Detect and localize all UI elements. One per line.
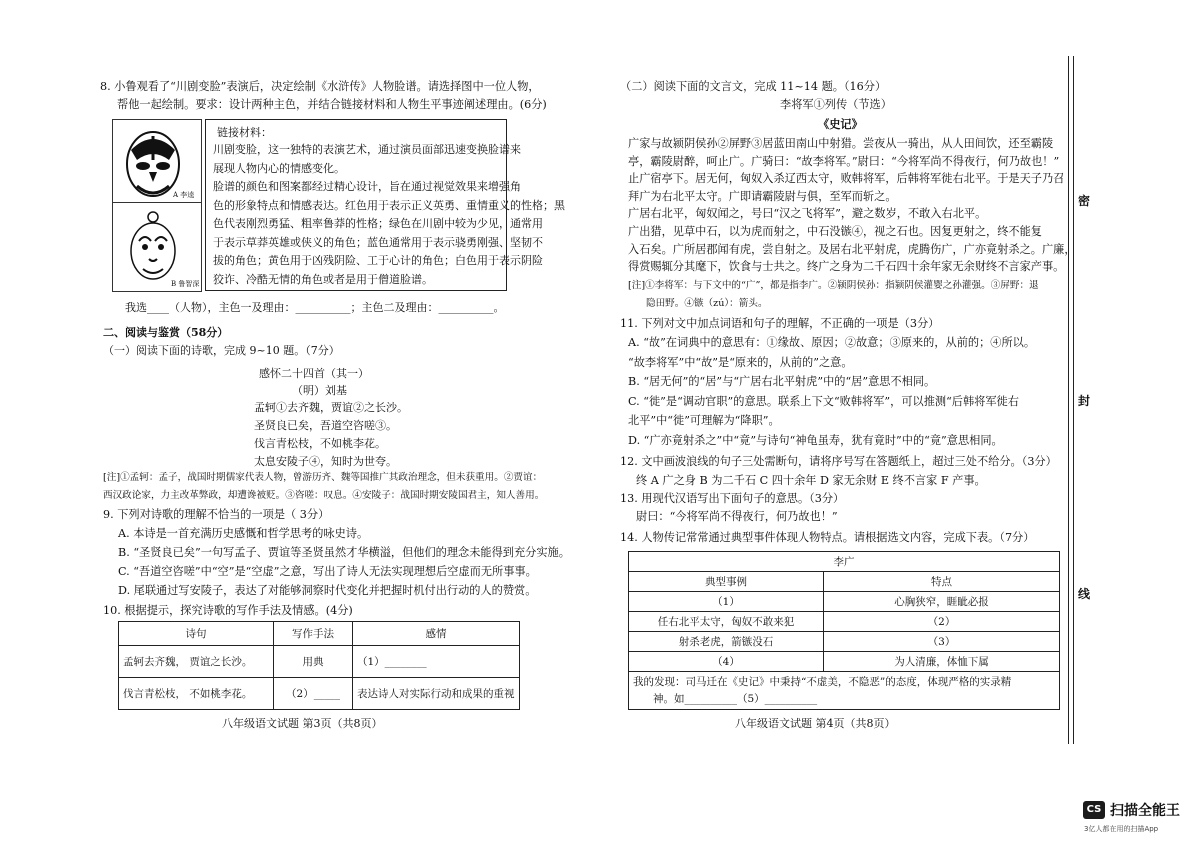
poem-line: 孟轲①去齐魏，贾谊②之长沙。 <box>254 401 408 414</box>
mask-image-a <box>112 119 202 204</box>
material-line: 色的形象特点和情感表达。红色用于表示正义英勇、重情重义的性格；黑 <box>213 198 565 212</box>
material-title: 链接材料： <box>217 126 272 139</box>
q12-sentence: 终 A 广之身 B 为二千石 C 四十余年 D 家无余财 E 终不言家 F 产事。 <box>636 474 986 487</box>
left-footer: 八年级语文试题 第3页（共8页） <box>222 717 383 730</box>
material-line: 拔的角色；黄色用于凶残阴险、工于心计的角色；白色用于表示阴险 <box>213 254 543 267</box>
q14-header-case: 典型事例 <box>629 572 824 592</box>
q14-header-trait: 特点 <box>824 572 1060 592</box>
binding-line-left <box>1068 56 1069 744</box>
q10-header-technique: 写作手法 <box>274 622 353 646</box>
passage-line: 入石矣。广所居郡闻有虎，尝自射之。及居右北平射虎，虎腾伤广，广亦竟射杀之。广廉， <box>628 242 1076 256</box>
passage-line: 得赏赐辄分其麾下，饮食与士共之。终广之身为二千石四十余年家无余财终不言家产事。 <box>628 260 1065 274</box>
q10-stem: 10. 根据提示，探究诗歌的写作手法及情感。(4分) <box>103 604 353 617</box>
q11-stem: 11. 下列对文中加点词语和句子的理解，不正确的一项是（3分） <box>620 317 940 330</box>
binding-char-line: 线 <box>1078 587 1091 601</box>
q9-stem: 9. 下列对诗歌的理解不恰当的一项是（ 3分） <box>103 508 330 521</box>
material-line: 狡诈、冷酷无情的角色或者是用于僧道脸谱。 <box>213 272 433 286</box>
section2-title: 二、阅读与鉴赏（58分） <box>103 326 229 339</box>
img-label-b: B 鲁智深 <box>171 280 200 288</box>
poem-line: 圣贤良已矣，吾道空咨嗟③。 <box>254 419 397 432</box>
text-note-1: [注]①李将军：与下文中的“广”，都是指李广。②颍阴侯孙：指颍阴侯灌婴之孙灌强。③屏野：退 <box>628 280 1039 291</box>
q10-table <box>118 621 520 710</box>
part2-title: （二）阅读下面的文言文，完成 11~14 题。（16分） <box>620 80 887 93</box>
material-line: 于表示草莽英雄或侠义的角色；蓝色通常用于表示骁勇刚强、坚韧不 <box>213 235 543 249</box>
q14-cell: 心胸狭窄，睚眦必报 <box>824 592 1060 612</box>
q14-table <box>628 551 1060 710</box>
part1-title: （一）阅读下面的诗歌，完成 9~10 题。（7分） <box>103 344 340 357</box>
camscanner-tagline: 3亿人都在用的扫描App <box>1084 825 1159 833</box>
passage-line: 亭，霸陵尉醉，呵止广。广骑曰：“故李将军。”尉曰：“今将军尚不得夜行，何乃故也！” <box>628 154 1060 168</box>
q8-line1: 8. 小鲁观看了“川剧变脸”表演后，决定绘制《水浒传》人物脸谱。请选择图中一位人物， <box>100 80 540 93</box>
q14-discovery: 我的发现：司马迁在《史记》中秉持“不虚美，不隐恶”的态度，体现严格的实录精 <box>633 676 1012 688</box>
passage-line: 止广宿亭下。居无何，匈奴入杀辽西太守，败韩将军，后韩将军徙右北平。于是天子乃召 <box>628 172 1065 186</box>
material-line: 脸谱的颜色和图案都经过精心设计，旨在通过视觉效果来增强角 <box>213 180 521 193</box>
q8-answer-line: 我选____（人物），主色一及理由：__________；主色二及理由：__________。 <box>125 301 505 314</box>
passage-line: 拜广为右北平太守。广即请霸陵尉与俱，至军而斩之。 <box>628 189 897 203</box>
q14-table-title: 李广 <box>629 552 1060 572</box>
q11-option: B. “居无何”的“居”与“广居右北平射虎”中的“居”意思不相同。 <box>628 375 936 388</box>
q9-option: A. 本诗是一首充满历史感慨和哲学思考的咏史诗。 <box>118 527 369 540</box>
q10-cell: 伐言青松枝， 不如桃李花。 <box>119 678 274 710</box>
material-line: 川剧变脸，这一独特的表演艺术，通过演员面部迅速变换脸谱来 <box>213 143 521 156</box>
material-line: 展现人物内心的情感变化。 <box>213 161 345 175</box>
camscanner-name: 扫描全能王 <box>1110 803 1180 819</box>
q14-cell: 任右北平太守，匈奴不敢来犯 <box>629 612 824 632</box>
q10-header-emotion: 感情 <box>353 622 520 646</box>
q9-option: B. “圣贤良已矣”一句写孟子、贾谊等圣贤虽然才华横溢，但他们的理念未能得到充分实施。 <box>118 546 570 559</box>
text-note-2: 隐田野。④镞（zú）：箭头。 <box>646 298 768 309</box>
passage-line: 广居右北平，匈奴闻之，号曰“汉之飞将军”，避之数岁，不敢入右北平。 <box>628 207 987 221</box>
poem-line: 伐言青松枝，不如桃李花。 <box>254 437 386 450</box>
q11-option: C. “徙”是“调动官职”的意思。联系上下文“败韩将军”，可以推测“后韩将军徙右 <box>628 394 1019 408</box>
q14-discovery-2: 神。如__________（5）__________ <box>653 693 818 705</box>
camscanner-logo-icon: CS <box>1083 801 1105 819</box>
q9-option: C. “吾道空咨嗟”中“空”是“空虚”之意，写出了诗人无法实现理想后空虚而无所事事。 <box>118 565 537 578</box>
q10-header-verse: 诗句 <box>119 622 274 646</box>
q14-stem: 14. 人物传记常常通过典型事件体现人物特点。请根据选文内容，完成下表。（7分） <box>620 531 1035 544</box>
poem-note-1: [注]①孟轲：孟子，战国时期儒家代表人物，曾游历齐、魏等国推广其政治理念，但未获重用。②贾谊： <box>103 472 543 483</box>
text-title: 李将军①列传（节选） <box>780 98 892 111</box>
q14-cell: 为人清廉，体恤下属 <box>824 652 1060 672</box>
q14-cell[interactable]: （3） <box>824 632 1060 652</box>
q12-stem: 12. 文中画波浪线的句子三处需断句，请将序号写在答题纸上，超过三处不给分。（3分） <box>620 455 1057 468</box>
q10-cell: 孟轲去齐魏， 贾谊之长沙。 <box>119 646 274 678</box>
q13-stem: 13. 用现代汉语写出下面句子的意思。（3分） <box>620 492 845 505</box>
passage-line: 广家与故颍阴侯孙②屏野③居蓝田南山中射猎。尝夜从一骑出，从人田间饮，还至霸陵 <box>628 137 1054 150</box>
q14-cell[interactable]: （1） <box>629 592 824 612</box>
right-footer: 八年级语文试题 第4页（共8页） <box>735 717 896 730</box>
binding-char-seal: 密 <box>1078 194 1091 208</box>
q14-discovery-cell[interactable] <box>629 672 1060 710</box>
q9-option: D. 尾联通过写安陵子，表达了对能够洞察时代变化并把握时机付出行动的人的赞赏。 <box>118 584 537 597</box>
material-line: 色代表刚烈勇猛、粗率鲁莽的性格；绿色在川剧中较为少见，通常用 <box>213 217 543 230</box>
q10-cell: 表达诗人对实际行动和成果的重视 <box>353 678 520 710</box>
mask-image-b <box>112 202 202 292</box>
q11-option: A. “故”在词典中的意思有：①缘故、原因；②故意；③原来的，从前的；④所以。 <box>628 336 1036 349</box>
poem-author: （明）刘基 <box>292 384 347 397</box>
q11-option: 北平”中“徙”可理解为“降职”。 <box>628 414 780 427</box>
q11-option: D. “广亦竟射杀之”中“竟”与诗句“神龟虽寿，犹有竟时”中的“竟”意思相同。 <box>628 433 1003 447</box>
q11-option: “故李将军”中“故”是“原来的，从前的”之意。 <box>628 355 853 369</box>
q10-cell: 用典 <box>274 646 353 678</box>
poem-note-2: 西汉政论家，力主改革弊政，却遭谗被贬。③咨嗟：叹息。④安陵子：战国时期安陵国君主，知人善用。 <box>103 490 545 501</box>
binding-line-right <box>1073 56 1074 744</box>
q13-sentence: 尉曰：“今将军尚不得夜行，何乃故也！” <box>636 510 838 523</box>
text-source: 《史记》 <box>818 117 863 131</box>
binding-char-fold: 封 <box>1078 394 1091 408</box>
passage-line: 广出猎，见草中石，以为虎而射之，中石没镞④，视之石也。因复更射之，终不能复 <box>628 225 1042 238</box>
poem-line: 太息安陵子④，知时为世夸。 <box>254 455 397 468</box>
q14-cell[interactable]: （2） <box>824 612 1060 632</box>
q8-line2: 帮他一起绘制。要求：设计两种主色，并结合链接材料和人物生平事迹阐述理由。(6分) <box>117 98 547 111</box>
q14-cell[interactable]: （4） <box>629 652 824 672</box>
img-label-a: A 李逵 <box>173 191 195 199</box>
q10-cell[interactable]: （1）________ <box>353 646 520 678</box>
q14-cell: 射杀老虎，箭镞没石 <box>629 632 824 652</box>
q10-cell[interactable]: （2）_____ <box>274 678 353 710</box>
poem-title: 感怀二十四首（其一） <box>259 367 369 380</box>
